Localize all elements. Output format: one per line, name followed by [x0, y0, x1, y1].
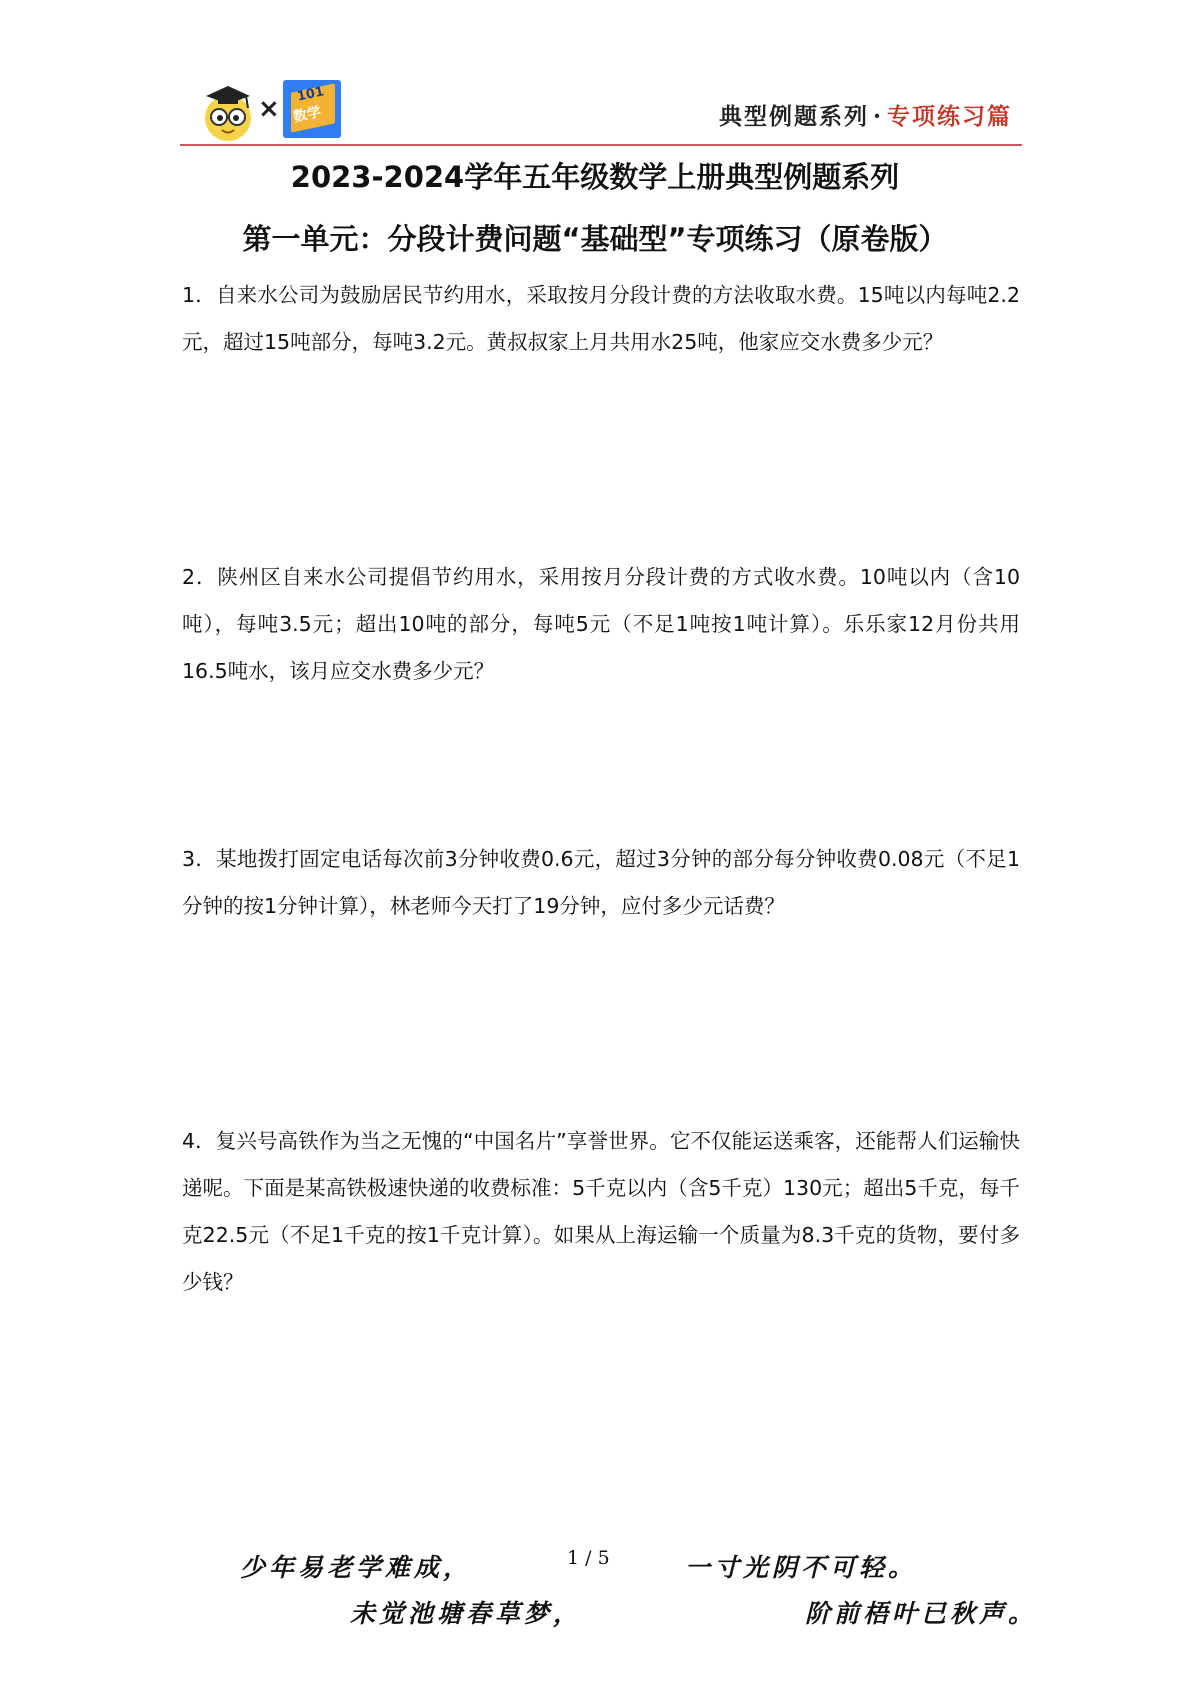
- question-2: 2．陕州区自来水公司提倡节约用水，采用按月分段计费的方式收水费。10吨以内（含10吨），每吨3.5元；超出10吨的部分，每吨5元（不足1吨按1吨计算）。乐乐家12月份共用16.5吨水，该月应交水费多少元？: [182, 565, 1020, 683]
- page-header: [180, 78, 1022, 146]
- question-4: 4．复兴号高铁作为当之无愧的“中国名片”享誉世界。它不仅能运送乘客，还能帮人们运输快递呢。下面是某高铁极速快递的收费标准：5千克以内（含5千克）130元；超出5千克，每千克22.5元（不足1千克的按1千克计算）。如果从上海运输一个质量为8.3千克的货物，要付多少钱？: [182, 1129, 1020, 1294]
- series-dot: ·: [872, 103, 883, 130]
- footer-poem-line-1: 少年易老学难成，: [240, 1553, 473, 1582]
- logo-text-bottom: 数学: [291, 104, 323, 126]
- footer-poem-line-3: 未觉池塘春草梦，: [350, 1599, 583, 1628]
- math-101-logo: [283, 80, 341, 138]
- series-left: 典型例题系列: [718, 103, 869, 130]
- series-right: 专项练习篇: [887, 103, 1012, 130]
- logo-separator: ×: [258, 94, 280, 124]
- question-1: 1．自来水公司为鼓励居民节约用水，采取按月分段计费的方法收取水费。15吨以内每吨2.2元，超过15吨部分，每吨3.2元。黄叔叔家上月共用水25吨，他家应交水费多少元？: [182, 283, 1020, 354]
- document-subtitle: 第一单元：分段计费问题“基础型”专项练习（原卷版）: [242, 222, 948, 256]
- footer-poem-line-2: 一寸光阴不可轻。: [685, 1553, 918, 1582]
- owl-mascot-logo: [202, 82, 254, 142]
- series-tag: [719, 98, 1012, 131]
- footer-poem-line-4: 阶前梧叶已秋声。: [805, 1599, 1038, 1628]
- page-number: 1 / 5: [567, 1547, 610, 1569]
- document-title: 2023-2024学年五年级数学上册典型例题系列: [290, 160, 900, 194]
- question-3: 3．某地拨打固定电话每次前3分钟收费0.6元，超过3分钟的部分每分钟收费0.08元（不足1分钟的按1分钟计算），林老师今天打了19分钟，应付多少元话费？: [182, 847, 1020, 918]
- logo-text-top: 101: [295, 84, 326, 105]
